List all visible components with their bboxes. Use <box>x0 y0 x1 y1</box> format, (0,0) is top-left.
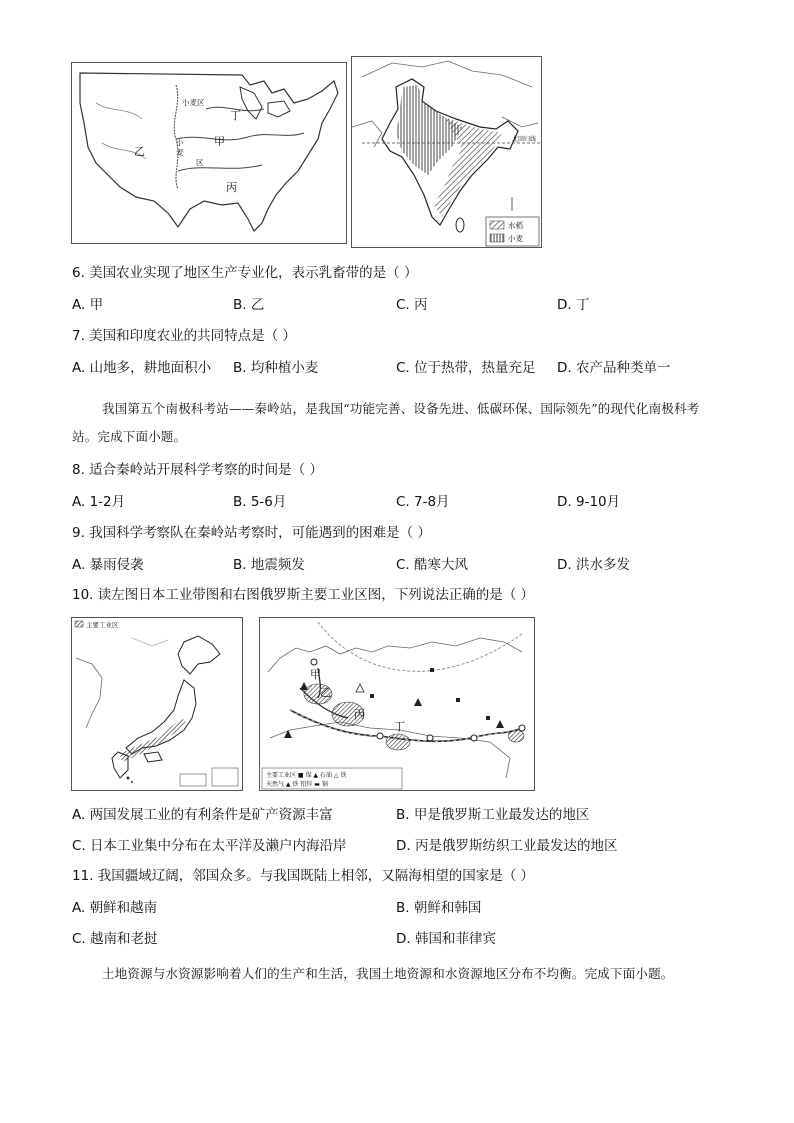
q8-option-c[interactable]: C. 7-8月 <box>396 494 450 510</box>
usa-wheat-label-2: 小 <box>176 138 184 147</box>
legend-rice-label: 水稻 <box>508 221 523 230</box>
question-9-stem: 9. 我国科学考察队在秦岭站考察时，可能遇到的困难是（ ） <box>72 525 431 541</box>
q6-option-c[interactable]: C. 丙 <box>396 297 428 313</box>
russia-label-jia: 甲 <box>310 668 321 681</box>
tropic-of-cancer-label: 北回归线 <box>512 136 537 143</box>
question-7-stem: 7. 美国和印度农业的共同特点是（ ） <box>72 328 296 344</box>
usa-label-bing: 丙 <box>226 181 237 194</box>
q8-option-a[interactable]: A. 1-2月 <box>72 494 126 510</box>
q6-option-d[interactable]: D. 丁 <box>557 297 590 313</box>
russia-label-yi: 乙 <box>320 686 331 699</box>
q11-option-a[interactable]: A. 朝鲜和越南 <box>72 900 158 916</box>
q10-option-b[interactable]: B. 甲是俄罗斯工业最发达的地区 <box>396 807 590 823</box>
passage-land-water-resources: 土地资源与水资源影响着人们的生产和生活，我国土地资源和水资源地区分布不均衡。完成下面小题。 <box>102 966 674 981</box>
usa-wheat-label-3: 麦 <box>176 148 184 157</box>
q7-option-b[interactable]: B. 均种植小麦 <box>233 360 319 376</box>
q9-option-d[interactable]: D. 洪水多发 <box>557 557 630 573</box>
q6-option-b[interactable]: B. 乙 <box>233 297 265 313</box>
usa-agriculture-map <box>71 62 347 244</box>
question-11-stem: 11. 我国疆域辽阔，邻国众多。与我国既陆上相邻，又隔海相望的国家是（ ） <box>72 868 535 884</box>
q9-option-a[interactable]: A. 暴雨侵袭 <box>72 557 144 573</box>
passage-qinling-station: 我国第五个南极科考站——秦岭站，是我国“功能完善、设备先进、低碳环保、国际领先”的现代化南极科考站。完成下面小题。 <box>72 401 700 444</box>
q10-option-a[interactable]: A. 两国发展工业的有利条件是矿产资源丰富 <box>72 807 333 823</box>
q8-option-b[interactable]: B. 5-6月 <box>233 494 287 510</box>
q10-option-c[interactable]: C. 日本工业集中分布在太平洋及濑户内海沿岸 <box>72 838 347 854</box>
usa-wheat-label: 小麦区 <box>182 98 205 107</box>
q11-option-b[interactable]: B. 朝鲜和韩国 <box>396 900 482 916</box>
legend-wheat-label: 小麦 <box>508 234 523 243</box>
usa-label-jia: 甲 <box>214 135 225 148</box>
q7-option-a[interactable]: A. 山地多，耕地面积小 <box>72 360 212 376</box>
russia-industry-map <box>259 617 535 791</box>
usa-label-yi: 乙 <box>134 145 145 158</box>
usa-wheat-label-4: 区 <box>196 158 204 167</box>
question-10-stem: 10. 读左图日本工业带图和右图俄罗斯主要工业区图，下列说法正确的是（ ） <box>72 587 535 603</box>
russia-label-bing: 丙 <box>354 708 365 721</box>
q9-option-b[interactable]: B. 地震频发 <box>233 557 305 573</box>
question-8-stem: 8. 适合秦岭站开展科学考察的时间是（ ） <box>72 462 323 478</box>
usa-label-ding: 丁 <box>230 109 241 122</box>
q8-option-d[interactable]: D. 9-10月 <box>557 494 621 510</box>
question-6-stem: 6. 美国农业实现了地区生产专业化，表示乳畜带的是（ ） <box>72 265 418 281</box>
russia-label-ding: 丁 <box>394 720 405 733</box>
russia-legend-row-1: 主要工业区 ■ 煤 ▲ 石油 △ 铁 <box>266 772 347 779</box>
japan-legend-label: 主要工业区 <box>86 621 119 629</box>
q7-option-d[interactable]: D. 农产品种类单一 <box>557 360 671 376</box>
q11-option-c[interactable]: C. 越南和老挝 <box>72 931 158 947</box>
russia-legend-row-2: 天然气 ▲ 铁 铅锌 ▬ 铜 <box>266 781 328 788</box>
japan-industry-map <box>71 617 243 791</box>
q6-option-a[interactable]: A. 甲 <box>72 297 104 313</box>
q7-option-c[interactable]: C. 位于热带，热量充足 <box>396 360 536 376</box>
india-crop-map <box>351 56 542 248</box>
q9-option-c[interactable]: C. 酷寒大风 <box>396 557 469 573</box>
q10-option-d[interactable]: D. 丙是俄罗斯纺织工业最发达的地区 <box>396 838 618 854</box>
q11-option-d[interactable]: D. 韩国和菲律宾 <box>396 931 496 947</box>
